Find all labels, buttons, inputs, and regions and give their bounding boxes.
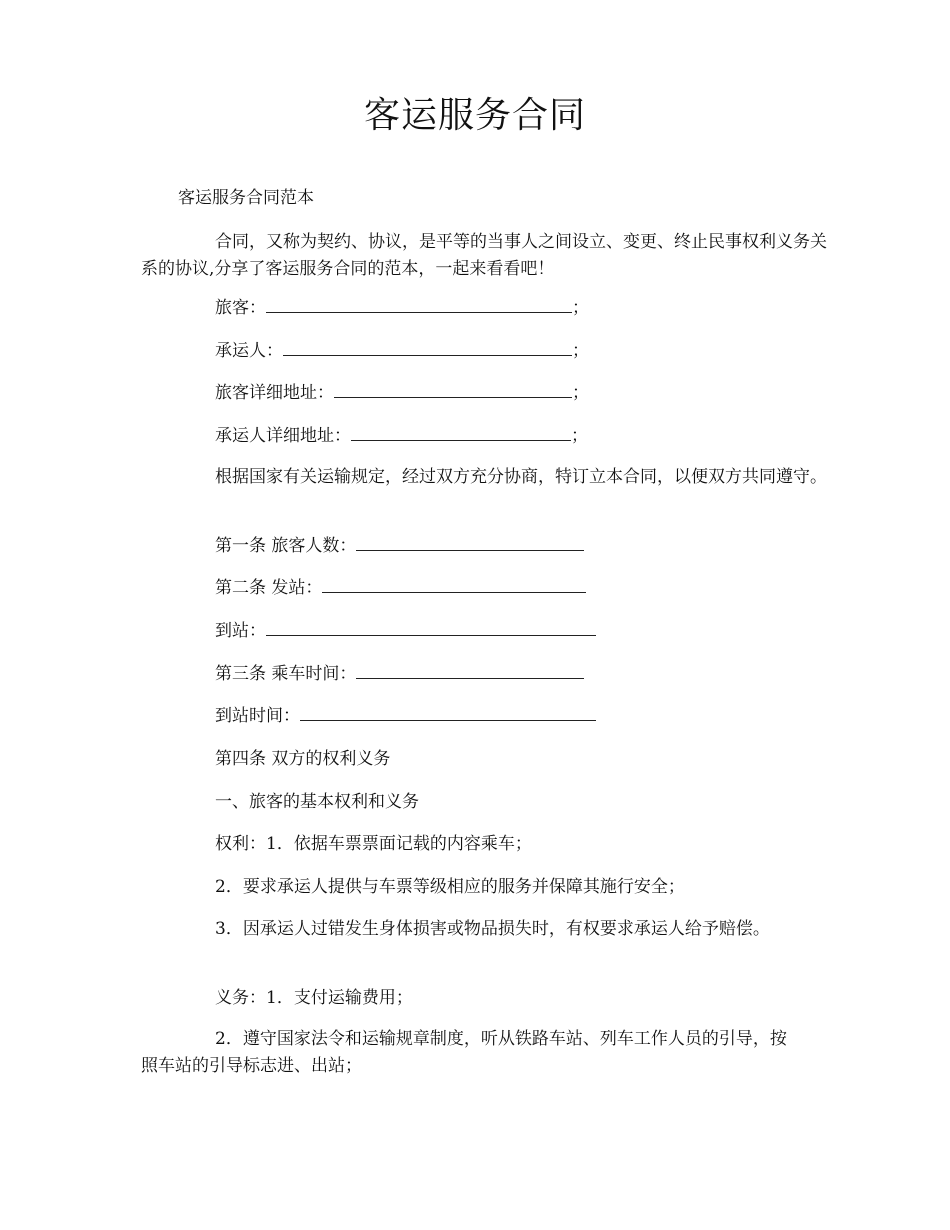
article-2-departure-station — [215, 576, 586, 600]
carrier-end-mark: ； — [572, 341, 589, 361]
passenger-field — [215, 296, 589, 320]
arrival-time-field — [215, 704, 596, 728]
article-2-blank — [322, 576, 586, 593]
passenger-label: 旅客： — [215, 298, 266, 318]
right-3: 3．因承运人过错发生身体损害或物品损失时，有权要求承运人给予赔偿。 — [215, 919, 770, 939]
arrival-time-label: 到站时间： — [215, 706, 300, 726]
arrival-station-blank — [266, 619, 596, 636]
document-subtitle: 客运服务合同范本 — [178, 188, 314, 208]
preamble-paragraph: 根据国家有关运输规定，经过双方充分协商，特订立本合同，以便双方共同遵守。 — [215, 467, 827, 487]
article-3-blank — [356, 662, 584, 679]
carrier-blank — [283, 339, 572, 356]
carrier-address-label: 承运人详细地址： — [215, 426, 351, 446]
passenger-end-mark: ； — [572, 298, 589, 318]
passenger-address-blank — [334, 381, 572, 398]
carrier-label: 承运人： — [215, 341, 283, 361]
passenger-address-label: 旅客详细地址： — [215, 383, 334, 403]
arrival-time-blank — [300, 704, 596, 721]
carrier-address-end-mark: ； — [571, 426, 588, 446]
duty-1: 义务：1．支付运输费用； — [215, 988, 413, 1008]
intro-paragraph: 合同，又称为契约、协议，是平等的当事人之间设立、变更、终止民事权利义务关系的协议,分享了客运服务合同的范本，一起来看看吧！ — [141, 232, 827, 279]
article-2-label: 第二条 发站： — [215, 578, 323, 598]
passenger-address-end-mark: ； — [572, 383, 589, 403]
article-3-departure-time — [215, 662, 584, 686]
arrival-station-label: 到站： — [215, 621, 266, 641]
article-4-heading: 第四条 双方的权利义务 — [215, 749, 391, 769]
duty-2: 2．遵守国家法令和运输规章制度，听从铁路车站、列车工作人员的引导，按照车站的引导标志进、出站； — [141, 1029, 787, 1076]
right-1: 权利：1．依据车票票面记载的内容乘车； — [215, 834, 532, 854]
carrier-field — [215, 339, 589, 363]
passenger-blank — [266, 296, 572, 313]
article-3-label: 第三条 乘车时间： — [215, 664, 357, 684]
section-1-heading: 一、旅客的基本权利和义务 — [215, 792, 419, 812]
right-2: 2．要求承运人提供与车票等级相应的服务并保障其施行安全； — [215, 877, 685, 897]
article-1-passenger-count — [215, 534, 584, 558]
article-1-label: 第一条 旅客人数： — [215, 536, 357, 556]
carrier-address-blank — [351, 424, 571, 441]
article-1-blank — [356, 534, 584, 551]
carrier-address-field — [215, 424, 588, 448]
passenger-address-field — [215, 381, 589, 405]
arrival-station-field — [215, 619, 596, 643]
document-title: 客运服务合同 — [363, 95, 586, 136]
